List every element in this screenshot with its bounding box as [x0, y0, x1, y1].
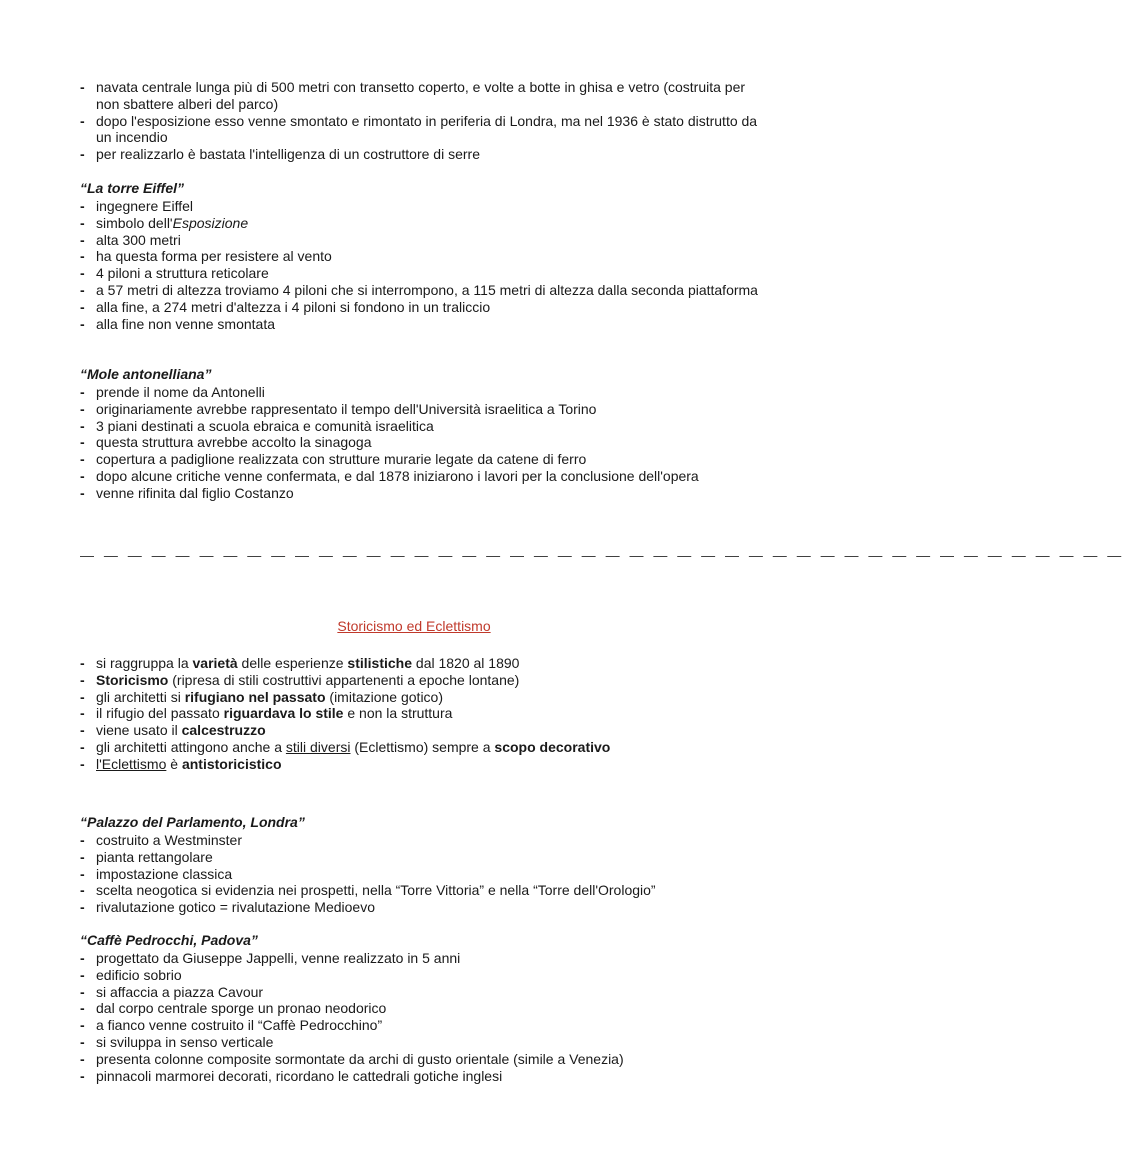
list-item: - si sviluppa in senso verticale	[80, 1034, 760, 1051]
list-item: - 3 piani destinati a scuola ebraica e comunità israelitica	[80, 418, 760, 435]
list-item: - costruito a Westminster	[80, 832, 760, 849]
list-item	[80, 655, 760, 672]
section-heading: “Palazzo del Parlamento, Londra”	[80, 814, 305, 830]
list-item: - dopo l'esposizione esso venne smontato e rimontato in periferia di Londra, ma nel 1936 è stato distrutto da un incendio	[80, 113, 760, 147]
text-run: gli architetti si	[96, 688, 185, 705]
list-item: - per realizzarlo è bastata l'intelligenza di un costruttore di serre	[80, 146, 760, 163]
list-item: - dal corpo centrale sporge un pronao neodorico	[80, 1000, 760, 1017]
list-item: - a 57 metri di altezza troviamo 4 piloni che si interrompono, a 115 metri di altezza dalla seconda piattaforma	[80, 282, 760, 299]
text-run: il rifugio del passato	[96, 705, 224, 722]
text-run: simbolo dell'	[96, 214, 173, 231]
bold-text: scopo decorativo	[494, 738, 611, 755]
section-heading: “Mole antonelliana”	[80, 366, 212, 382]
bold-text: calcestruzzo	[181, 722, 266, 739]
text-run: (imitazione gotico)	[325, 688, 444, 705]
list-item	[80, 689, 760, 706]
list-item: - alta 300 metri	[80, 232, 760, 249]
storicismo-list	[80, 655, 760, 773]
list-item: - venne rifinita dal figlio Costanzo	[80, 485, 760, 502]
underlined-text: stili diversi	[285, 738, 351, 755]
list-item: - edificio sobrio	[80, 967, 760, 984]
section-heading: “Caffè Pedrocchi, Padova”	[80, 932, 258, 948]
eiffel-section	[80, 180, 760, 332]
list-item: - originariamente avrebbe rappresentato il tempo dell'Università israelitica a Torino	[80, 401, 760, 418]
bold-text: stilistiche	[347, 655, 413, 671]
italic-text: Esposizione	[172, 214, 249, 231]
list-item	[80, 739, 760, 756]
list-item	[80, 672, 760, 689]
text-run: è	[166, 755, 182, 772]
dashed-divider: — — — — — — — — — — — — — — — — — — — — — — — — — — — — — — — — — — — — — — — — — — — —	[80, 547, 1124, 563]
list-item: - impostazione classica	[80, 866, 760, 883]
palazzo-list	[80, 832, 760, 916]
palazzo-section	[80, 814, 760, 916]
list-item	[80, 215, 760, 232]
list-item: - pianta rettangolare	[80, 849, 760, 866]
list-item: - pinnacoli marmorei decorati, ricordano le cattedrali gotiche inglesi	[80, 1068, 760, 1085]
text-run: e non la struttura	[343, 705, 453, 722]
list-item	[80, 756, 760, 773]
text-run: gli architetti attingono anche a	[96, 738, 286, 755]
text-run: viene usato il	[96, 722, 182, 739]
pedrocchi-section	[80, 932, 760, 1084]
list-item: - alla fine non venne smontata	[80, 316, 760, 333]
text-run: si raggruppa la	[96, 655, 193, 671]
intro-section	[80, 79, 760, 163]
pedrocchi-list	[80, 950, 760, 1084]
bold-text: varietà	[192, 655, 238, 671]
text-run: dal 1820 al 1890	[412, 655, 520, 671]
list-item: - dopo alcune critiche venne confermata, e dal 1878 iniziarono i lavori per la conclusione dell'opera	[80, 468, 760, 485]
list-item: - rivalutazione gotico = rivalutazione Medioevo	[80, 899, 760, 916]
section-heading: “La torre Eiffel”	[80, 180, 184, 196]
mole-list	[80, 384, 760, 502]
intro-list	[80, 79, 760, 163]
mole-section	[80, 366, 760, 502]
list-item: - presenta colonne composite sormontate da archi di gusto orientale (simile a Venezia)	[80, 1051, 760, 1068]
list-item: - 4 piloni a struttura reticolare	[80, 265, 760, 282]
storicismo-section	[80, 655, 760, 773]
list-item: - progettato da Giuseppe Jappelli, venne realizzato in 5 anni	[80, 950, 760, 967]
list-item: - a fianco venne costruito il “Caffè Pedrocchino”	[80, 1017, 760, 1034]
list-item: - ingegnere Eiffel	[80, 198, 760, 215]
bold-text: antistoricistico	[181, 755, 282, 772]
text-run: (ripresa di stili costruttivi appartenenti a epoche lontane)	[168, 671, 520, 688]
list-item: - si affaccia a piazza Cavour	[80, 984, 760, 1001]
list-item: - questa struttura avrebbe accolto la sinagoga	[80, 434, 760, 451]
list-item	[80, 722, 760, 739]
text-run: (Eclettismo) sempre a	[350, 738, 495, 755]
eiffel-list	[80, 198, 760, 332]
text-run: delle esperienze	[237, 655, 348, 671]
underlined-text: l'Eclettismo	[96, 755, 167, 772]
bold-text: rifugiano nel passato	[184, 688, 326, 705]
list-item: - ha questa forma per resistere al vento	[80, 248, 760, 265]
list-item: - alla fine, a 274 metri d'altezza i 4 piloni si fondono in un traliccio	[80, 299, 760, 316]
list-item	[80, 705, 760, 722]
section-title: Storicismo ed Eclettismo	[337, 618, 491, 634]
list-item: - navata centrale lunga più di 500 metri con transetto coperto, e volte a botte in ghisa e vetro (costruita per non sbattere alberi del parco)	[80, 79, 760, 113]
bold-text: riguardava lo stile	[223, 705, 344, 722]
list-item: - copertura a padiglione realizzata con strutture murarie legate da catene di ferro	[80, 451, 760, 468]
list-item: - scelta neogotica si evidenzia nei prospetti, nella “Torre Vittoria” e nella “Torre dell'Orologio”	[80, 882, 760, 899]
list-item: - prende il nome da Antonelli	[80, 384, 760, 401]
bold-text: Storicismo	[96, 671, 169, 688]
